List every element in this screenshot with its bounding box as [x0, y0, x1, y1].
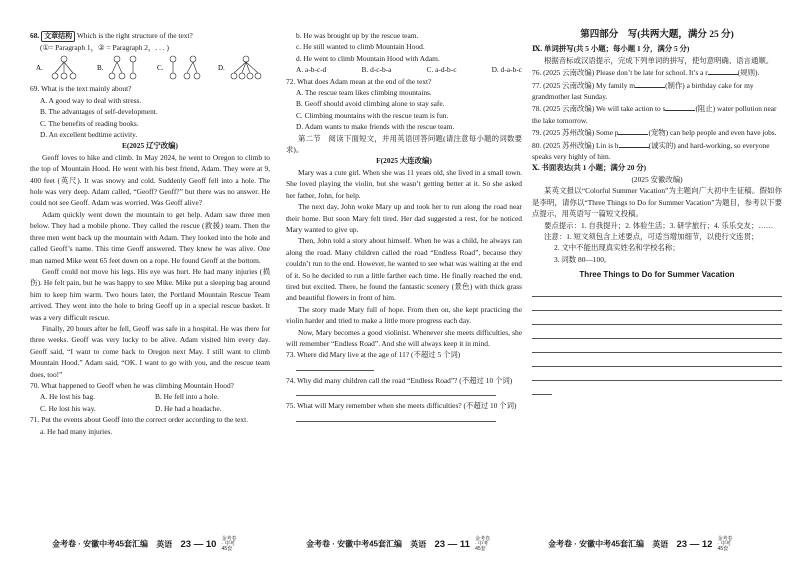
page-number: 23 — 12 [676, 538, 713, 550]
question-78 [532, 102, 782, 126]
question-77 [532, 79, 782, 103]
passage-f-paragraph: The next day, John woke Mary up and took her to run along the road near their home. But soon Mary felt tired. Her dad suggested a rest, for he noticed Mary wanted to give up. [286, 202, 522, 234]
q76-blank[interactable] [708, 66, 738, 75]
q79-text: 79. (2025 苏州改编) Some p [532, 128, 619, 138]
structure-badge: 文章结构 [41, 31, 75, 42]
section-10-heading: Ⅹ. 书面表达(共 1 小题；满分 20 分) [532, 163, 647, 173]
question-72: 72. What does Adam mean at the end of the text? [286, 76, 432, 86]
structure-tree-b[interactable] [97, 54, 143, 82]
q70-option-d[interactable]: D. He had a headache. [155, 403, 222, 413]
subject-label: 英语 [410, 539, 427, 549]
q80-hint: (诚实的) and hard-working, so everyone speaks very highly of him. [532, 140, 770, 162]
question-68 [30, 30, 270, 42]
option-label-b: B. [96, 64, 104, 73]
q71-option-d[interactable]: D. d-a-b-c [491, 65, 522, 75]
writing-line[interactable] [532, 311, 782, 325]
option-label-c: C. [157, 64, 164, 73]
q75-answer-line[interactable] [296, 412, 496, 422]
book-title: 金考卷 · 安徽中考45套汇编 [548, 539, 645, 549]
q71-option-c[interactable]: C. a-d-b-c [426, 65, 457, 75]
passage-e-paragraph: Geoff loves to hike and climb. In May 2024, he went to Oregon to climb to the top of Mountain Hood. He went with his best friend, Adam. They were at 9, 400 feet (英尺). It was snowy and cold. Suddenly Geoff fell into a hole. The hole was very deep. Adam called, “Geoff? Geoff?” but there was no answer. He could not see Geoff. Adam was worried. Was Geoff alive? [30, 152, 270, 208]
subject-label: 英语 [652, 539, 669, 549]
note-2: 2. 文中不能出现真实姓名和学校名称； [554, 243, 680, 253]
column-middle [286, 30, 522, 422]
passage-e-paragraph: Finally, 20 hours after he fell, Geoff was safe in a hospital. He was there for three weeks. Geoff was very lucky to be alive. Adam visited him every day. Geoff said, “I want to come back to Oregon next May. I still want to climb Mountain Hood.” Adam said, “OK. I want to go with you, and the rescue team does, too!” [30, 323, 270, 379]
publisher-logo: 金考卷 · 中考45套 [221, 536, 237, 552]
passage-f-paragraph: Mary was a cute girl. When she was 11 years old, she lived in a small town. She loved playing the violin, but she wasn’t getting better at it. So she asked her father, John, for help. [286, 167, 522, 200]
q78-text: 78. (2025 云南改编) We will take action to s [532, 104, 666, 114]
question-69: 69. What is the text mainly about? [30, 84, 132, 94]
q71-event-d: d. He went to climb Mountain Hood with Adam. [296, 53, 440, 63]
q69-option-d[interactable]: D. An excellent bedtime activity. [40, 130, 138, 140]
structure-tree-a[interactable] [36, 54, 82, 82]
question-79 [532, 126, 782, 138]
option-label-a: A. [36, 64, 43, 73]
essay-writing-area[interactable] [532, 283, 782, 395]
q72-option-b[interactable]: B. Geoff should avoid climbing alone to stay safe. [296, 99, 445, 109]
q77-blank[interactable] [635, 79, 665, 88]
page-footer-1 [52, 537, 240, 552]
section-9-heading: Ⅸ. 单词拼写(共 5 小题；每小题 1 分，满分 5 分) [532, 44, 690, 54]
question-75: 75. What will Mary remember when she meets difficulties? (不超过 10 个词) [286, 401, 517, 411]
writing-points: 要点提示：1. 自我提升；2. 体验生活；3. 研学旅行；4. 乐乐交友；…… [544, 220, 774, 230]
q72-option-a[interactable]: A. The rescue team likes climbing mountains. [296, 88, 432, 98]
passage-e-paragraph: Adam quickly went down the mountain to get help. Adam saw three men below. They had a mobile phone. They called the rescue (救援) team. Then the three men went back up the mountain with Adam. They looked into the hole and called Geoff’s name. This time Geoff answered. They knew he was alive. One man named Mike went 65 feet down on a rope. He found Geoff at the bottom. [30, 209, 270, 265]
writing-line[interactable] [532, 325, 782, 339]
q71-event-b: b. He was brought up by the rescue team. [296, 31, 419, 40]
option-label-d: D. [217, 64, 225, 73]
writing-line[interactable] [532, 353, 782, 367]
question-73: 73. Where did Mary live at the age of 11? (不超过 5 个词) [286, 350, 461, 360]
q79-blank[interactable] [618, 126, 648, 135]
q68-text: Which is the right structure of the text? [76, 31, 193, 40]
publisher-logo: 金考卷 · 中考45套 [475, 536, 491, 552]
section-10-source: (2025 安徽改编) [631, 174, 683, 184]
page-number: 23 — 10 [180, 538, 217, 550]
writing-line[interactable] [532, 283, 782, 297]
question-74: 74. Why did many children call the road “Endless Road”? (不超过 10 个词) [286, 375, 513, 385]
q73-answer-line[interactable] [296, 361, 374, 371]
q69-option-c[interactable]: C. The benefits of reading books. [40, 118, 139, 128]
passage-f-paragraph: Now, Mary becomes a good violinist. Whenever she meets difficulties, she will remember “Endless Road”. And she will always keep it in mind. [286, 327, 522, 348]
subject-label: 英语 [156, 539, 173, 549]
question-70: 70. What happened to Geoff when he was climbing Mountain Hood? [30, 380, 234, 390]
writing-line[interactable] [532, 339, 782, 353]
question-71: 71. Put the events about Geoff into the correct order according to the text. [30, 415, 249, 425]
q70-option-c[interactable]: C. He lost his way. [40, 403, 96, 413]
q80-blank[interactable] [619, 139, 649, 148]
q72-option-c[interactable]: C. Climbing mountains with the rescue team is fun. [296, 110, 449, 120]
q70-options-row2 [30, 403, 270, 414]
q76-text: 76. (2025 云南改编) Please don’t be late for school. It’s a r [532, 68, 708, 78]
writing-line[interactable] [532, 367, 782, 381]
part-4-heading: 第四部分 写(共两大题，满分 25 分) [580, 30, 734, 40]
notes-label: 注意： [544, 231, 567, 241]
q71-event-a: a. He had many injuries. [40, 426, 113, 436]
q71-option-a[interactable]: A. a-b-c-d [296, 65, 327, 75]
passage-e-title: E(2025 辽宁改编) [121, 141, 179, 151]
page-number: 23 — 11 [434, 538, 470, 550]
publisher-logo: 金考卷 · 中考45套 [717, 536, 733, 552]
writing-line[interactable] [532, 381, 552, 395]
essay-title: Three Things to Do for Summer Vacation [579, 270, 735, 280]
q78-hint: (阻止) water pollution near the lake tomorrow. [532, 104, 777, 125]
q74-answer-line[interactable] [296, 386, 496, 396]
q71-options [286, 64, 522, 75]
q80-text: 80. (2025 苏州改编) Lin is h [532, 140, 619, 150]
q71-option-b[interactable]: B. d-c-b-a [361, 65, 392, 75]
page-footer-2 [306, 537, 493, 552]
q69-option-a[interactable]: A. A good way to deal with stress. [40, 95, 142, 105]
question-76 [532, 66, 782, 78]
q77-hint: (制作) a birthday cake for my grandmother last Sunday. [532, 80, 754, 102]
page-footer-3 [548, 537, 736, 552]
question-80 [532, 139, 782, 163]
q68-number: 68. [30, 31, 40, 40]
column-left [30, 30, 270, 437]
book-title: 金考卷 · 安徽中考45套汇编 [52, 539, 149, 549]
q69-option-b[interactable]: B. The advantages of self-development. [40, 107, 158, 117]
column-right [532, 30, 782, 395]
passage-f-title: F(2025 大连改编) [376, 156, 432, 166]
structure-diagrams [30, 54, 270, 82]
passage-f-paragraph: The story made Mary full of hope. From then on, she kept practicing the violin harder and tried to make a little more progress each day. [286, 304, 522, 326]
note-1: 1. 短文须包含上述要点，可适当增加细节，以使行文连贯； [566, 231, 759, 241]
q72-option-d[interactable]: D. Adam wants to make friends with the rescue team. [296, 122, 455, 132]
q70-options-row1 [30, 391, 270, 402]
q79-hint: (宠物) can help people and even have jobs. [648, 128, 777, 138]
book-title: 金考卷 · 安徽中考45套汇编 [306, 539, 403, 549]
note-3: 3. 词数 80—100。 [554, 254, 612, 264]
q68-hint: (①= Paragraph 1，② = Paragraph 2，. . . ) [40, 43, 169, 52]
structure-tree-d[interactable] [218, 54, 264, 82]
q70-option-a[interactable]: A. He lost his bag. [40, 392, 96, 402]
q71-event-c: c. He still wanted to climb Mountain Hood. [296, 42, 425, 52]
writing-line[interactable] [532, 297, 782, 311]
passage-f-paragraph: Then, John told a story about himself. When he was a child, he always ran along the road. Many children called the road “Endless Road”, because they couldn’t run to the end. However, he wanted to see what was waiting at the end of it. So he decided to run a little farther each time. He finally reached the end, tired but excited. There, he found the fantastic scenery (景色) with thick grass and beautiful flowers in front of him. [286, 236, 522, 303]
writing-task: 某英文报以“Colorful Summer Vacation”为主题向广大初中生征稿。假如你是李明，请你以“Three Things to Do for Summer Vacation”为题目，参考以下要点提示，用英语写一篇短文投稿。 [532, 186, 782, 219]
q78-blank[interactable] [665, 102, 695, 111]
q70-option-b[interactable]: B. He fell into a hole. [155, 392, 219, 402]
section-9-instruction: 根据音标或汉语提示，完成下列单词的拼写，使句意明确、语言通顺。 [544, 55, 774, 65]
structure-tree-c[interactable] [157, 54, 203, 82]
q76-hint: (规则). [737, 68, 760, 78]
q77-text: 77. (2025 云南改编) My family m [532, 80, 636, 90]
passage-e-paragraph: Geoff could not move his legs. His eye was hurt. He had many injuries (损伤). He felt pain, but he was happy to see Mike. Mike put a sleeping bag around him to keep him warm. Two hours later, the Portland Mountain Rescue Team arrived. They went into the hole to bring Geoff up in a special rescue basket. It was a very difficult rescue. [30, 266, 270, 322]
section-2-instruction: 第二节 阅读下面短文，并用英语回答问题(请注意每小题的词数要求)。 [286, 133, 522, 155]
